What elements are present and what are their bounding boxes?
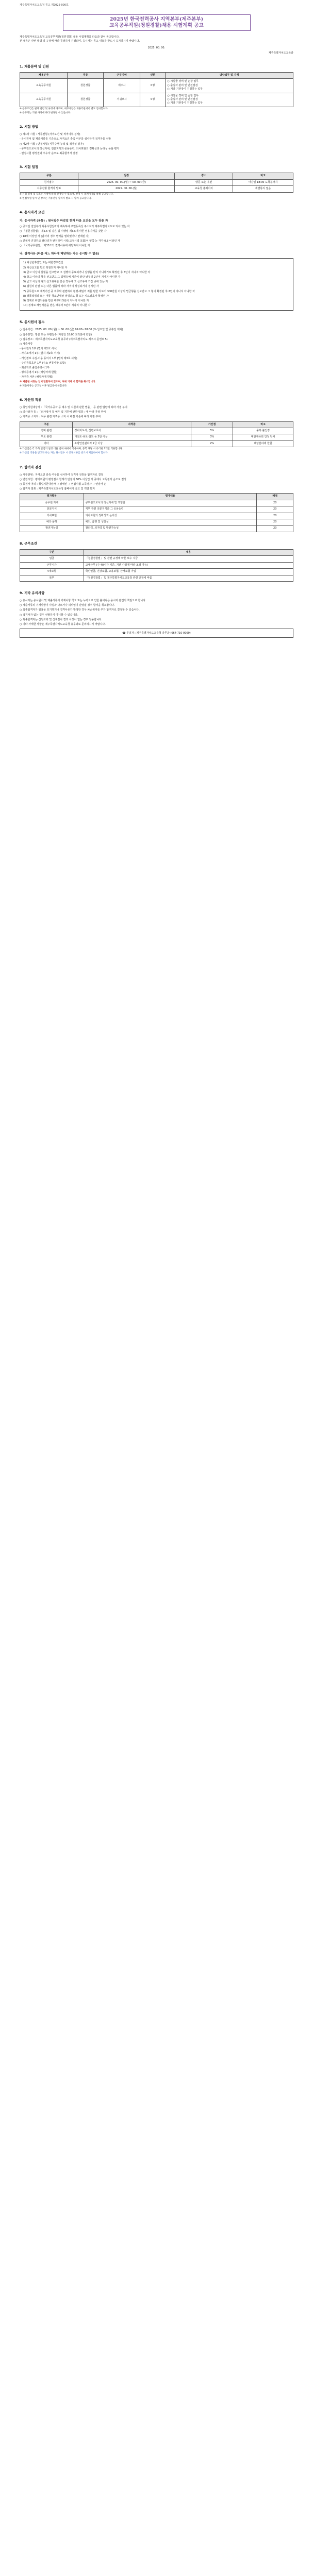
table-cell: 청원경찰 — [67, 79, 104, 93]
table-note: ※ 면접시험 일시 및 장소는 서류전형 합격자 발표 시 함께 공고합니다. — [20, 197, 92, 200]
title-line-1: 2025년 한국전력공사 지역본부(제주본부) — [109, 16, 204, 23]
table-header: 구분 — [20, 421, 73, 428]
list-item: 8) 성폭력범죄 또는 아동·청소년대상 성범죄로 형 또는 치료감호가 확정된 자 — [23, 294, 109, 298]
table-header: 평가내용 — [84, 494, 257, 500]
table-header: 채용분야 — [20, 73, 68, 79]
table-cell: 중복 불인정 — [233, 428, 293, 434]
list-item: ○ 접수방법 : 방문 또는 우편접수 (마감일 18:00 도착분에 한함) — [20, 333, 92, 336]
list-item: - 개인정보 수집·이용 동의서 1부 (별지 제3호 서식) — [20, 357, 77, 360]
list-item: 2) 파산선고를 받고 복권되지 아니한 자 — [23, 266, 68, 269]
table-cell: ○ 시설물 경비 및 순찰 업무 ○ 출입자 관리 및 안전점검 ○ 기타 기관장이 지정하는 업무 — [166, 79, 293, 93]
table-cell: 2025. 00. 00.(월) — [78, 186, 175, 192]
list-item: - 병적증명서 1부 (해당자에 한함) — [20, 371, 58, 375]
table-cell: 무도 관련 — [20, 434, 73, 440]
table-cell: 개별통지 없음 — [233, 186, 293, 192]
table-cell: 방문 또는 우편 — [175, 179, 233, 185]
list-item: ○ 공고일 전일부터 최종시험일까지 계속하여 주민등록상 주소지가 제주특별자치도로 되어 있는 자 — [20, 225, 130, 229]
list-item: ○ 기타 자세한 사항은 제주특별자치도교육청 총무과로 문의하시기 바랍니다. — [20, 622, 106, 626]
table-row — [20, 428, 293, 434]
table-header: 내용 — [84, 549, 293, 555]
table-cell: 2% — [191, 440, 233, 447]
table-row — [20, 519, 293, 526]
table-cell: 0명 — [140, 93, 165, 107]
section-title: 9. 기타 유의사항 — [20, 590, 45, 595]
intro-paragraph: 본 채용은 관련 법령 및 규정에 따라 공정하게 진행되며, 응시자는 공고 내용을 반드시 숙지하시기 바랍니다. — [20, 40, 140, 43]
table-row — [20, 93, 293, 107]
list-item: ○ 제2차 시험 : 면접시험 (직무수행 능력 및 적격성 평가) — [20, 142, 84, 146]
table-cell: 3% — [191, 434, 233, 440]
table-header: 비고 — [233, 173, 293, 179]
table-row — [20, 186, 293, 192]
list-item: ○ 18세 이상인 자 (남자의 경우 병역을 필하였거나 면제된 자) — [20, 234, 90, 238]
list-item: 10) 징계로 해임처분을 받은 때부터 3년이 지나지 아니한 자 — [23, 304, 91, 308]
table-cell: 태권도·유도·검도 등 3단 이상 — [73, 434, 191, 440]
table-cell: 20 — [257, 500, 293, 506]
intro — [20, 35, 293, 43]
table-note: ※ 가산점은 각 과목 만점의 일정 비율 범위 내에서 적용하며, 중복 해당 시 유리한 1개만 적용합니다. — [20, 448, 123, 451]
table-cell: 대한체육회 인정 단체 — [233, 434, 293, 440]
table-cell: 경비지도사, 신변보호사 — [73, 428, 191, 434]
table-cell: 창의력, 의지력 및 발전가능성 — [84, 526, 257, 532]
warning-note: ※ 제출된 서류는 일체 반환하지 않으며, 허위 기재 시 합격을 취소합니다. — [20, 380, 96, 383]
table-cell: 복무 — [20, 575, 84, 581]
intro-paragraph: 제주특별자치도교육청 교육공무직원(청원경찰) 채용 시험계획을 다음과 같이 공고합니다. — [20, 36, 120, 39]
list-item: - 공무원으로서의 정신자세, 전문지식과 응용능력, 의사표현의 정확성과 논리성 등을 평가 — [20, 147, 120, 150]
list-item: ○ 응시자는 응시원서 및 제출서류의 기재사항 착오 또는 누락으로 인한 불이익은 응시자 본인의 책임으로 합니다. — [20, 599, 146, 602]
table-row — [20, 575, 293, 581]
issuing-organization: 제주특별자치도교육감 — [268, 51, 293, 55]
announcement-date: 2025. 00. 00. — [147, 46, 166, 49]
disqualification-list — [23, 261, 290, 308]
section-title: 3. 시험 일정 — [20, 165, 39, 170]
eligibility-list — [20, 225, 293, 248]
table-cell: 2025. 00. 00.(월) ~ 00. 00.(금) — [78, 179, 175, 185]
table-cell: 예의, 품행 및 성실성 — [84, 519, 257, 526]
list-item: ○ 신체가 건강하고 팔다리가 완전하며 시력(교정시력 포함)이 양쪽 눈 각각 0.8 이상인 자 — [20, 239, 120, 243]
section-title: 4. 응시자격 요건 — [20, 210, 45, 214]
table-header: 배점 — [257, 494, 293, 500]
list-item: - 응시원서 1부 (별지 제1호 서식) — [20, 347, 58, 351]
section-title: 1. 채용분야 및 인원 — [20, 64, 49, 69]
table-row — [20, 179, 293, 185]
list-item: - 응시원서 및 제출서류를 기준으로 자격요건 충족 여부를 심사하여 적격자를 선발 — [20, 138, 111, 141]
bonus-table — [20, 421, 293, 448]
table-header: 인원 — [140, 73, 165, 79]
table-header: 평가항목 — [20, 494, 84, 500]
table-header: 자격증 — [73, 421, 191, 428]
table-cell: ○ 시설물 경비 및 순찰 업무 ○ 출입자 관리 및 안전점검 ○ 기타 기관장이 지정하는 업무 — [166, 93, 293, 107]
application-list — [20, 328, 293, 379]
table-cell: 전문지식 — [20, 506, 84, 513]
table-header: 비고 — [233, 421, 293, 428]
section-title: 8. 근무조건 — [20, 541, 37, 546]
list-item: ○ 동점자 처리 : 취업지원대상자 → 장애인 → 면접시험 고득점자 → 연장자 순 — [20, 483, 107, 486]
list-item: 5) 금고 이상의 형의 선고유예를 받은 경우에 그 선고유예 기간 중에 있는 자 — [23, 280, 108, 284]
section-title: 6. 가산점 적용 — [20, 398, 42, 402]
list-item: 1) 피성년후견인 또는 피한정후견인 — [23, 261, 63, 265]
list-item: 6) 법원의 판결 또는 다른 법률에 따라 자격이 상실되거나 정지된 자 — [23, 285, 99, 289]
table-cell: 교육청 홈페이지 — [175, 186, 233, 192]
list-item: ○ 면접시험 : 평가위원의 평정점수 합계가 만점의 60% 이상인 자 중에서 고득점자 순으로 결정 — [20, 478, 126, 481]
table-cell: 20 — [257, 526, 293, 532]
table-cell: 해당분야에 한함 — [233, 440, 293, 447]
document-header: 제주특별자치도교육청 공고 제2025-000호 — [20, 4, 69, 7]
subsection-title: 나. 결격사유 (다음 어느 하나에 해당하는 자는 응시할 수 없음) — [20, 252, 100, 256]
list-item: ○ 접수장소 : 제주특별자치도교육청 총무과 (제주특별자치도 제주시 문연로 5) — [20, 337, 108, 341]
table-cell: 마감일 18:00 도착분까지 — [233, 179, 293, 185]
bonus-list — [20, 405, 293, 419]
table-cell: 근무시간 — [20, 562, 84, 568]
list-item: ○ 최종합격자가 임용을 포기하거나 결격사유가 발생한 경우 차순위자를 추가 합격자로 결정할 수 있습니다. — [20, 608, 140, 612]
list-item: ○ 「청원경찰법」 제5조 및 같은 법 시행령 제3조에 따른 임용자격을 갖춘 자 — [20, 230, 107, 233]
section-title: 2. 시험 방법 — [20, 125, 39, 129]
notes-list — [20, 599, 293, 626]
list-item: ○ 취업지원대상자 : 「국가유공자 등 예우 및 지원에 관한 법률」 등 관련 법령에 따라 가점 부여 — [20, 406, 127, 409]
list-item: ○ 「국가공무원법」 제33조의 결격사유에 해당하지 아니한 자 — [20, 244, 90, 247]
list-item: 3) 금고 이상의 실형을 선고받고 그 집행이 종료되거나 집행을 받지 아니하기로 확정된 후 5년이 지나지 아니한 자 — [23, 270, 151, 274]
table-note: ※ 근무조건은 관계 법령 및 규정에 따르며, 세부사항은 채용기관에서 별도 안내합니다. — [20, 107, 109, 110]
table-cell: 발전가능성 — [20, 526, 84, 532]
table-cell: 기타 — [20, 440, 73, 447]
working-conditions-table — [20, 549, 293, 582]
table-header: 근무지역 — [104, 73, 140, 79]
table-row — [20, 500, 293, 506]
list-item: ○ 접수기간 : 2025. 00. 00.(월) ~ 00. 00.(금) 09:00~18:00 (토·일요일 및 공휴일 제외) — [20, 328, 123, 332]
table-cell: 교대근무 (주 40시간 기준, 기관 사정에 따라 조정 가능) — [84, 562, 293, 568]
table-cell: 의사표현 — [20, 513, 84, 519]
list-item: ○ 제출서류의 기재사항이 사실과 다르거나 허위임이 판명될 경우 합격을 취소합니다. — [20, 604, 115, 607]
list-item: ○ 자격증 소지자 : 직무 관련 자격증 소지 시 배점 기준에 따라 가점 부여 — [20, 415, 101, 419]
list-item: 7) 공무원으로 재직기간 중 직무와 관련하여 횡령·배임의 죄를 범한 자로서 300만원 이상의 벌금형을 선고받고 그 형이 확정된 후 2년이 지나지 아니한 자 — [23, 290, 195, 293]
table-cell: 4대보험 — [20, 569, 84, 575]
list-item: ○ 최종합격자는 신원조회 및 신체검사 결과 이상이 없는 경우 임용합니다. — [20, 618, 103, 621]
disqualification-box — [20, 258, 293, 311]
table-row — [20, 562, 293, 568]
table-cell: 의사표현의 정확성과 논리성 — [84, 513, 257, 519]
list-item: ○ 합격자 발표 : 제주특별자치도교육청 홈페이지 공고 및 개별 통지 — [20, 487, 95, 491]
section-title: 7. 합격자 결정 — [20, 465, 42, 469]
table-cell: 20 — [257, 513, 293, 519]
pass-criteria-list — [20, 473, 293, 492]
list-item: 4) 금고 이상의 형을 선고받고 그 집행유예 기간이 끝난 날부터 2년이 지나지 아니한 자 — [23, 275, 121, 279]
list-item: - 면접시험 평정결과 우수자 순으로 최종합격자 결정 — [20, 152, 78, 156]
table-cell: 서귀포시 — [104, 93, 140, 107]
list-item: 9) 징계로 파면처분을 받은 때부터 5년이 지나지 아니한 자 — [23, 299, 89, 302]
table-cell: 청원경찰 — [67, 93, 104, 107]
section-title: 5. 응시원서 접수 — [20, 320, 45, 325]
table-row — [20, 556, 293, 562]
table-cell: 5% — [191, 428, 233, 434]
table-cell: 「청원경찰법」 및 제주특별자치도교육청 관련 규정에 따름 — [84, 575, 293, 581]
table-row — [20, 440, 293, 447]
table-header: 장소 — [175, 173, 233, 179]
table-header: 일정 — [78, 173, 175, 179]
table-cell: 원서접수 — [20, 179, 78, 185]
table-cell: 교육공무직원 — [20, 79, 68, 93]
table-cell: 「청원경찰법」 및 관련 규정에 따른 보수 지급 — [84, 556, 293, 562]
table-note: ※ 시험 일정 및 장소는 사정에 따라 변경될 수 있으며, 변경 시 홈페이지를 통해 공고합니다. — [20, 193, 114, 196]
table-cell: 소방안전관리자 2급 이상 — [73, 440, 191, 447]
subsection-title: 가. 응시자격 (공통) : 원서접수 마감일 현재 다음 요건을 모두 갖춘 자 — [20, 219, 108, 223]
table-cell: 공무원으로서의 정신자세 및 책임감 — [84, 500, 257, 506]
contact-box: ☎ 문의처 : 제주특별자치도교육청 총무과 (064-710-0000) — [20, 629, 293, 638]
list-item: - 자격증 사본 (해당자에 한함) — [20, 376, 54, 379]
table-note: ※ 근무지는 기관 사정에 따라 변경될 수 있습니다. — [20, 112, 71, 115]
table-row — [20, 79, 293, 93]
title-box — [63, 14, 251, 31]
exam-method-list — [20, 132, 293, 156]
recruitment-table — [20, 72, 293, 107]
table-cell: 직무 관련 전문지식과 그 응용능력 — [84, 506, 257, 513]
table-row — [20, 526, 293, 532]
table-header: 구분 — [20, 549, 84, 555]
table-row — [20, 506, 293, 513]
table-cell: 경비 관련 — [20, 428, 73, 434]
list-item: ○ 제출서류 — [20, 342, 33, 346]
interview-scoring-table — [20, 493, 293, 532]
table-cell: 임금 — [20, 556, 84, 562]
table-note: ※ 제출서류는 공고일 이후 발급분에 한합니다. — [20, 384, 68, 387]
list-item: ○ 의사상자 등 : 「의사상자 등 예우 및 지원에 관한 법률」에 따라 가점 부여 — [20, 411, 106, 414]
table-cell: 국민연금, 건강보험, 고용보험, 산재보험 가입 — [84, 569, 293, 575]
table-header: 구분 — [20, 173, 78, 179]
table-cell: 예의·품행 — [20, 519, 84, 526]
list-item: - 최종학교 졸업증명서 1부 — [20, 366, 50, 369]
list-item: ○ 제1차 시험 : 서류전형 (자격요건 및 적격여부 심사) — [20, 133, 80, 137]
list-item: ○ 적격자가 없는 경우 선발하지 아니할 수 있습니다. — [20, 613, 78, 617]
table-cell: 0명 — [140, 79, 165, 93]
table-header: 직종 — [67, 73, 104, 79]
table-header: 가산점 — [191, 421, 233, 428]
table-row — [20, 569, 293, 575]
table-header: 담당업무 및 자격 — [166, 73, 293, 79]
table-cell: 20 — [257, 519, 293, 526]
table-cell: 교육공무직원 — [20, 93, 68, 107]
list-item: ○ 서류전형 : 자격요건 충족 여부를 심사하여 적격자 전원을 합격자로 결정 — [20, 473, 104, 477]
table-cell: 제주시 — [104, 79, 140, 93]
table-cell: 서류전형 합격자 발표 — [20, 186, 78, 192]
highlight-note: ※ 가산점 적용을 받고자 하는 자는 원서접수 시 증빙서류를 반드시 제출하여야 합니다. — [20, 452, 109, 455]
table-row — [20, 513, 293, 519]
table-row — [20, 434, 293, 440]
table-cell: 20 — [257, 506, 293, 513]
list-item: - 주민등록초본 1부 (주소 변동사항 포함) — [20, 361, 66, 365]
title-line-2: 교육공무직원(청원경찰)채용 시험계획 공고 — [109, 23, 204, 29]
list-item: - 자기소개서 1부 (별지 제2호 서식) — [20, 352, 60, 355]
schedule-table — [20, 173, 293, 192]
table-cell: 공무원 자세 — [20, 500, 84, 506]
